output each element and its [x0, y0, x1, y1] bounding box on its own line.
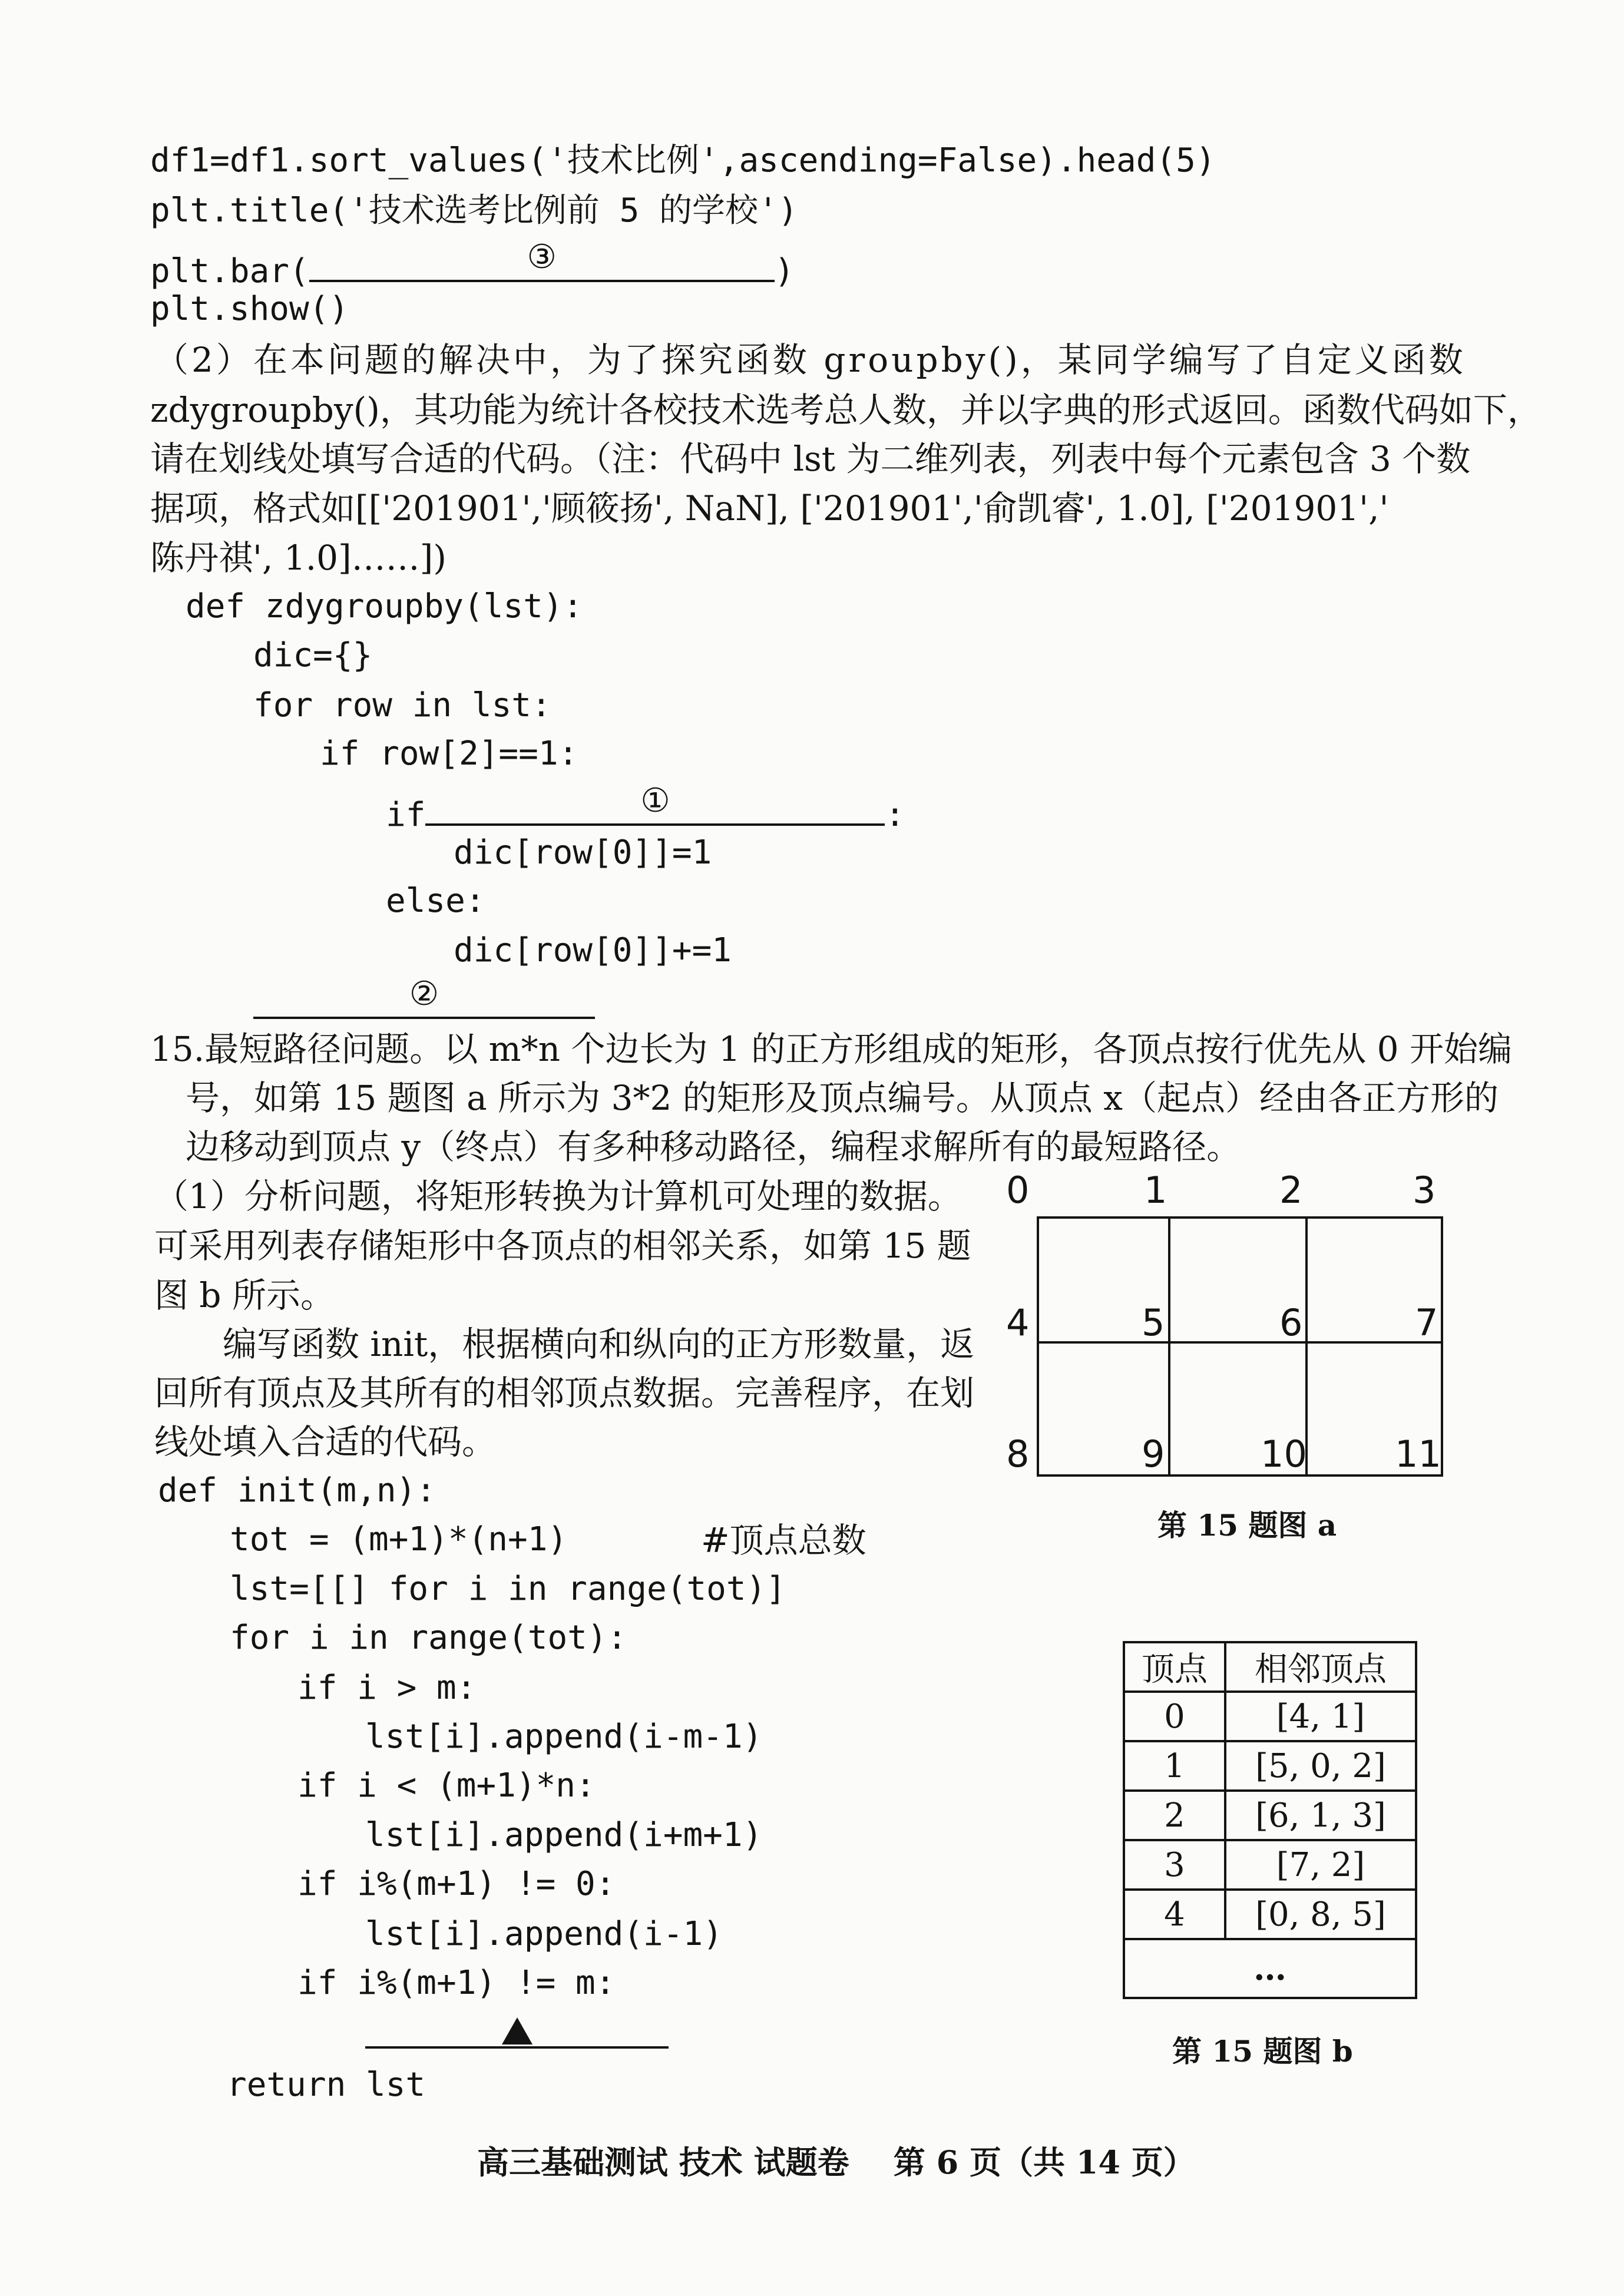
- q15-para-8: 回所有顶点及其所有的相邻顶点数据。完善程序，在划: [154, 1373, 975, 1413]
- table-row: [1124, 1890, 1416, 1939]
- q2-para-4: 据项，格式如[['201901','顾筱扬', NaN], ['201901','俞凯睿', 1.0], ['201901',': [150, 488, 1389, 528]
- table-header-adjacent: 相邻顶点: [1225, 1642, 1416, 1692]
- vertex-6: 6: [1279, 1301, 1303, 1344]
- code-dic-increment: dic[row[0]]+=1: [454, 931, 732, 970]
- figure-b-caption: 第 15 题图 b: [1172, 2034, 1353, 2069]
- blank-2-mark: ②: [409, 975, 439, 1013]
- code-dic-assign: dic[row[0]]=1: [454, 833, 712, 872]
- code-if-row: if row[2]==1:: [320, 735, 578, 773]
- figure-a-caption: 第 15 题图 a: [1157, 1508, 1337, 1543]
- q2-para-2: zdygroupby()，其功能为统计各校技术选考总人数，并以字典的形式返回。函数代码如下，: [150, 390, 1542, 430]
- table-cell-adjacent: [5, 0, 2]: [1225, 1741, 1416, 1791]
- code-append-down: lst[i].append(i+m+1): [365, 1816, 763, 1854]
- vertex-1: 1: [1144, 1169, 1167, 1212]
- q15-para-7: 编写函数 init，根据横向和纵向的正方形数量，返: [223, 1324, 975, 1364]
- q2-para-5: 陈丹祺', 1.0]……]): [150, 538, 446, 578]
- table-cell-vertex: 2: [1124, 1791, 1225, 1840]
- code-dic: dic={}: [253, 636, 373, 674]
- table-row: [1124, 1840, 1416, 1890]
- table-header-vertex: 顶点: [1124, 1642, 1225, 1692]
- code-for-i: for i in range(tot):: [230, 1619, 627, 1657]
- table-cell-adjacent: [7, 2]: [1225, 1840, 1416, 1890]
- code-if-mod-ne-0: if i%(m+1) != 0:: [297, 1865, 616, 1903]
- table-cell-adjacent: [4, 1]: [1225, 1692, 1416, 1741]
- vertex-0: 0: [1006, 1169, 1030, 1212]
- table-row: [1124, 1741, 1416, 1791]
- code-return: return lst: [227, 2066, 426, 2104]
- vertex-7: 7: [1415, 1301, 1438, 1344]
- code-bar-prefix: plt.bar(: [150, 252, 309, 290]
- figure-a-grid: [1037, 1216, 1449, 1481]
- q2-para-3: 请在划线处填写合适的代码。（注：代码中 lst 为二维列表，列表中每个元素包含 3 个数: [150, 439, 1471, 479]
- page-footer: 高三基础测试 技术 试题卷 第 6 页（共 14 页）: [477, 2143, 1195, 2181]
- table-cell-adjacent: [0, 8, 5]: [1225, 1890, 1416, 1939]
- code-tot-comment: #顶点总数: [701, 1520, 866, 1560]
- blank-3: [309, 238, 775, 282]
- code-bar-suffix: ): [774, 252, 795, 290]
- code-if-gt-m: if i > m:: [297, 1669, 477, 1707]
- code-line-title: plt.title('技术选考比例前 5 的学校'): [150, 191, 798, 230]
- table-cell-vertex: 3: [1124, 1840, 1225, 1890]
- code-lst-init: lst=[[] for i in range(tot)]: [230, 1570, 786, 1608]
- code-line-show: plt.show(): [150, 290, 349, 328]
- code-def-init: def init(m,n):: [158, 1471, 436, 1510]
- vertex-9: 9: [1142, 1432, 1165, 1475]
- table-ellipsis: …: [1124, 1939, 1416, 1998]
- q2-para-1: （2）在本问题的解决中，为了探究函数 groupby()，某同学编写了自定义函数: [154, 340, 1466, 380]
- code-line-sort: df1=df1.sort_values('技术比例',ascending=False).head(5): [150, 141, 1216, 180]
- blank-1: [425, 782, 885, 826]
- q15-para-5: 可采用列表存储矩形中各顶点的相邻关系，如第 15 题: [154, 1226, 971, 1266]
- vertex-10: 10: [1261, 1432, 1307, 1475]
- vertex-8: 8: [1006, 1432, 1030, 1475]
- code-if-lt: if i < (m+1)*n:: [297, 1766, 596, 1805]
- triangle-marker-icon: [502, 2017, 532, 2044]
- table-row: [1124, 1692, 1416, 1741]
- vertex-4: 4: [1006, 1301, 1030, 1344]
- vertex-2: 2: [1279, 1169, 1303, 1212]
- q15-para-1: 15.最短路径问题。以 m*n 个边长为 1 的正方形组成的矩形，各顶点按行优先从 0 开始编: [150, 1029, 1513, 1069]
- figure-b-table: [1123, 1641, 1417, 1999]
- q15-para-3: 边移动到顶点 y（终点）有多种移动路径，编程求解所有的最短路径。: [186, 1127, 1241, 1167]
- vertex-11: 11: [1395, 1432, 1441, 1475]
- vertex-5: 5: [1142, 1301, 1165, 1344]
- code-append-up: lst[i].append(i-m-1): [365, 1718, 763, 1756]
- q15-para-2: 号，如第 15 题图 a 所示为 3*2 的矩形及顶点编号。从顶点 x（起点）经由各正方形的: [186, 1078, 1499, 1118]
- q15-para-6: 图 b 所示。: [154, 1275, 335, 1315]
- q15-para-9: 线处填入合适的代码。: [154, 1422, 497, 1462]
- table-cell-adjacent: [6, 1, 3]: [1225, 1791, 1416, 1840]
- blank-2: [253, 975, 595, 1019]
- code-for-row: for row in lst:: [253, 686, 551, 724]
- code-append-left: lst[i].append(i-1): [365, 1915, 723, 1953]
- vertex-3: 3: [1413, 1169, 1436, 1212]
- code-else: else:: [386, 882, 485, 920]
- code-blank-2-line: [253, 975, 595, 1025]
- table-cell-vertex: 4: [1124, 1890, 1225, 1939]
- code-line-bar: [150, 238, 795, 290]
- code-if-colon: :: [885, 796, 905, 834]
- blank-3-mark: ③: [527, 238, 557, 276]
- code-def-zdy: def zdygroupby(lst):: [186, 587, 583, 626]
- table-cell-vertex: 1: [1124, 1741, 1225, 1791]
- table-row: [1124, 1791, 1416, 1840]
- code-if-mod-ne-m: if i%(m+1) != m:: [297, 1964, 616, 2002]
- code-if-blank-line: [386, 782, 905, 834]
- code-if-keyword: if: [386, 796, 426, 834]
- q15-para-4: （1）分析问题，将矩形转换为计算机可处理的数据。: [154, 1176, 962, 1216]
- table-cell-vertex: 0: [1124, 1692, 1225, 1741]
- code-tot: tot = (m+1)*(n+1): [230, 1520, 568, 1559]
- blank-triangle-line: [365, 2046, 669, 2049]
- blank-1-mark: ①: [640, 782, 670, 820]
